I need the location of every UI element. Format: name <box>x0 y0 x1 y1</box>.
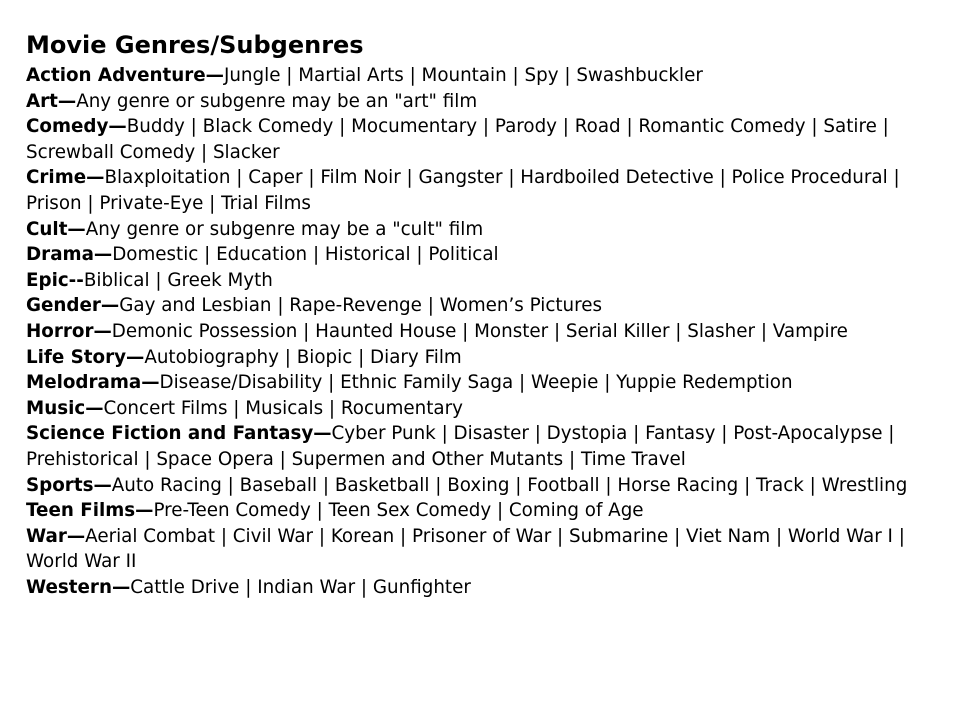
genre-item-sports <box>26 473 936 499</box>
genre-item-horror <box>26 319 936 345</box>
genre-subgenres: Any genre or subgenre may be an "art" film <box>76 90 478 112</box>
genre-name: Gender— <box>26 295 120 317</box>
genre-name: Action Adventure— <box>26 65 224 86</box>
genre-name: Sports— <box>26 474 112 496</box>
genre-item-gender <box>26 293 936 319</box>
genre-list <box>26 63 936 600</box>
genre-name: Western— <box>26 576 131 598</box>
slide-title: Movie Genres/Subgenres <box>26 31 364 59</box>
genre-subgenres: Jungle | Martial Arts | Mountain | Spy | Swashbuckler <box>223 65 703 86</box>
genre-subgenres: Blaxploitation | Caper | Film Noir | Gangster | Hardboiled Detective | Police Procedural | Prison | Private-Eye | Trial Films <box>26 167 900 214</box>
genre-name: Crime— <box>26 167 105 189</box>
genre-subgenres: Gay and Lesbian | Rape-Revenge | Women’s Pictures <box>119 295 603 317</box>
genre-subgenres: Aerial Combat | Civil War | Korean | Prisoner of War | Submarine | Viet Nam | World War I | World War II <box>26 525 905 573</box>
genre-subgenres: Auto Racing | Baseball | Basketball | Boxing | Football | Horse Racing | Track | Wrestling <box>111 474 908 496</box>
genre-item-melodrama <box>26 370 936 396</box>
genre-item-epic <box>26 268 936 294</box>
genre-name: Epic-- <box>26 269 84 291</box>
genre-subgenres: Demonic Possession | Haunted House | Monster | Serial Killer | Slasher | Vampire <box>111 320 848 342</box>
genre-subgenres: Disease/Disability | Ethnic Family Saga | Weepie | Yuppie Redemption <box>159 372 793 394</box>
genre-subgenres: Domestic | Education | Historical | Political <box>112 244 499 266</box>
genre-name: Art— <box>26 90 77 112</box>
genre-item-cult <box>26 217 936 243</box>
genre-name: Cult— <box>26 218 86 240</box>
genre-name: War— <box>26 525 86 547</box>
genre-item-crime <box>26 165 936 216</box>
genre-subgenres: Buddy | Black Comedy | Mocumentary | Parody | Road | Romantic Comedy | Satire | Screwball Comedy | Slacker <box>26 116 889 163</box>
genre-subgenres: Cattle Drive | Indian War | Gunfighter <box>130 576 471 598</box>
genre-subgenres: Cyber Punk | Disaster | Dystopia | Fantasy | Post-Apocalypse | Prehistorical | Space Opera | Supermen and Other Mutants | Time Travel <box>26 423 895 470</box>
slide-content <box>26 30 936 600</box>
genre-name: Life Story— <box>26 346 145 368</box>
genre-subgenres: Biblical | Greek Myth <box>83 269 273 291</box>
genre-item-western <box>26 575 936 601</box>
genre-item-life-story <box>26 345 936 371</box>
genre-item-science-fiction-fantasy <box>26 421 936 472</box>
genre-name: Teen Films— <box>26 500 154 522</box>
genre-name: Melodrama— <box>26 372 160 394</box>
genre-name: Horror— <box>26 320 112 342</box>
genre-name: Drama— <box>26 244 113 266</box>
genre-name: Science Fiction and Fantasy— <box>26 423 332 445</box>
genre-subgenres: Any genre or subgenre may be a "cult" film <box>85 218 484 240</box>
genre-subgenres: Concert Films | Musicals | Rocumentary <box>103 397 463 419</box>
genre-subgenres: Pre-Teen Comedy | Teen Sex Comedy | Coming of Age <box>153 500 644 522</box>
genre-item-war <box>26 524 936 575</box>
genre-item-teen-films <box>26 498 936 524</box>
genre-name: Comedy— <box>26 116 127 138</box>
genre-item-drama <box>26 242 936 268</box>
genre-name: Music— <box>26 397 104 419</box>
genre-item-art <box>26 89 936 115</box>
genre-item-music <box>26 396 936 422</box>
genre-subgenres: Autobiography | Biopic | Diary Film <box>144 346 462 368</box>
genre-item-comedy <box>26 114 936 165</box>
genre-item-action-adventure <box>26 63 936 89</box>
